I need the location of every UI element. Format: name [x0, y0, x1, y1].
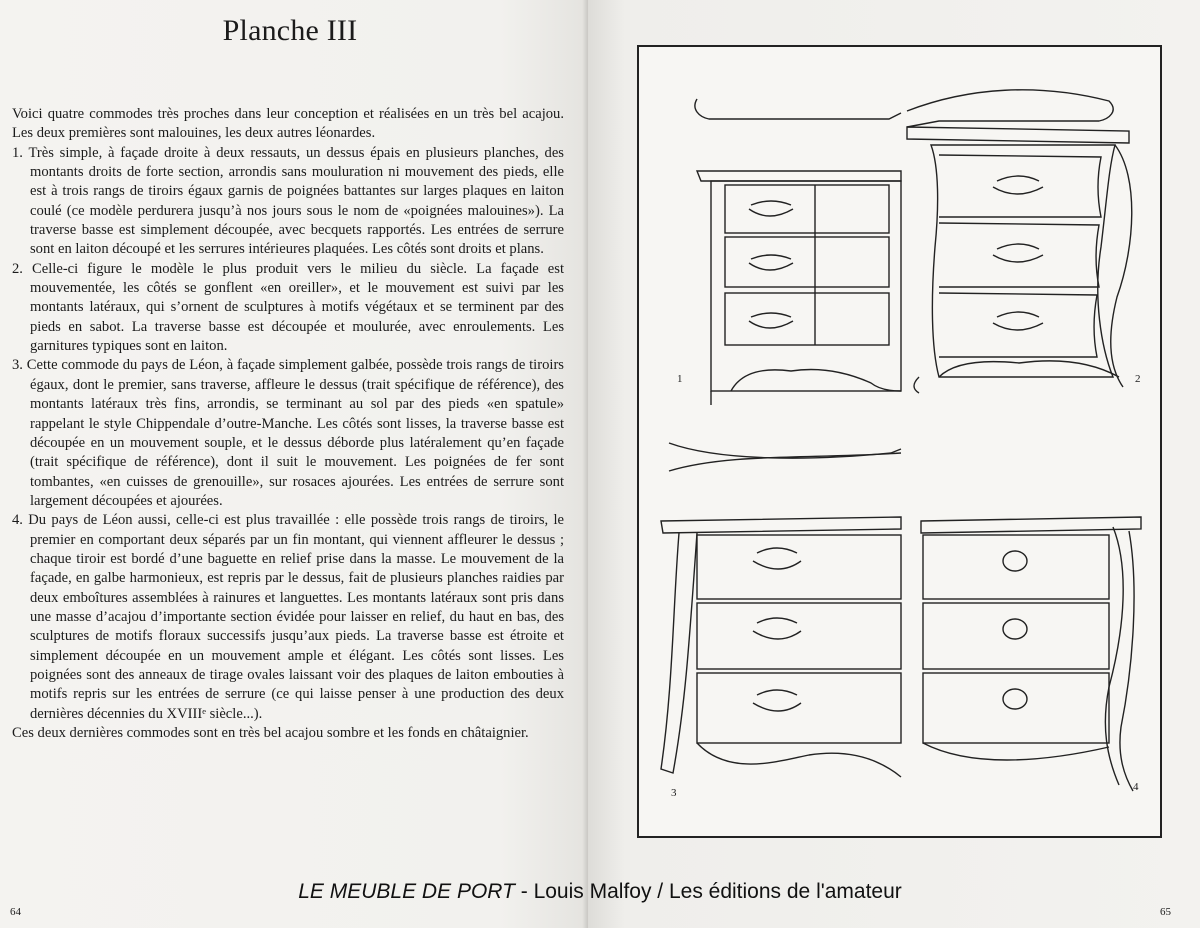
- page-title: Planche III: [222, 14, 358, 47]
- image-caption: [0, 880, 1200, 904]
- item-4-paragraph: 4. Du pays de Léon aussi, celle-ci est plus travaillée : elle possède trois rangs de tiroirs, le premier en comportant deux séparés par un fin montant, qui viennent affleurer le dessus ; chaque tiroir est bordé d’une baguette en relief prise dans la masse. Le mouvement de la façade, en galbe harmonieux, est repris par le dessus, fait de plusieurs planches raidies par deux emboîtures assemblées à rainures et languettes. Les montants latéraux sont pris dans une masse d’acajou d’importante section évidée pour laisser en relief, du haut en bas, des sculptures de motifs floraux successifs jusqu’aux pieds. La traverse basse est étroite et simplement découpée en un mouvement ample et élégant. Les côtés sont lisses. Les poignées sont des anneaux de tirage ovales laissant voir des plaques de laiton embouties à motifs repris sur les entrées de serrure (ce qui laisse penser à une production des deux dernières décennies du XVIIIᵉ siècle...).: [12, 512, 564, 722]
- item-3-paragraph: 3. Cette commode du pays de Léon, à façade simplement galbée, possède trois rangs de tiroirs égaux, dont le premier, sans traverse, affleure le dessus (trait spécifique de référence), des montants latéraux très fins, arrondis, se terminant au sol par des pieds «en spatule» rappelant le style Chippendale d’outre-Manche. Les côtés sont lisses, la traverse basse est découpée en un mouvement souple, et le dessus déborde plus latéralement qu’en façade (trait spécifique de référence), dont il suit le mouvement. Les poignées de fer sont tombantes, «en cuisses de grenouille», sur rosaces ajourées. Les entrées de serrure sont largement découpées et ajourées.: [12, 357, 564, 509]
- plate-illustration-frame: [637, 45, 1162, 838]
- commode-3-drawing: [661, 443, 901, 777]
- intro-paragraph: Voici quatre commodes très proches dans leur conception et réalisées en un très bel acajou. Les deux premières sont malouines, les deux autres léonardes.: [12, 106, 564, 142]
- item-1-paragraph: 1. Très simple, à façade droite à deux ressauts, un dessus épais en plusieurs planches, des montants droits de forte section, arrondis sans mouluration ni mouvement des pieds, elle est à trois rangs de tiroirs égaux garnis de poignées battantes sur larges plaques en laiton coulé (ce modèle perdurera jusqu’à nos jours sous le nom de «poignées malouines»). La traverse basse est simplement découpée, avec becquets rapportés. Les entrées de serrure sont en laiton découpé et les serrures intérieures plaquées. Les côtés sont droits et plans.: [12, 144, 564, 258]
- page-number-right: 65: [1160, 906, 1171, 918]
- commodes-line-drawing: [639, 47, 1160, 836]
- left-page: [0, 0, 588, 928]
- item-2-paragraph: 2. Celle-ci figure le modèle le plus produit vers le milieu du siècle. La façade est mouvementée, les côtés se gonflent «en oreiller», et le mouvement est suivi par les montants latéraux, qui s’ornent de sculptures à motifs végétaux et se terminent par des pieds en sabot. La traverse basse est découpée et moulurée, avec enroulements. Les garnitures typiques sont en laiton.: [12, 260, 564, 355]
- commode-1-drawing: [695, 99, 901, 405]
- commode-4-drawing: [921, 517, 1141, 791]
- figure-label-2: 2: [1135, 373, 1141, 385]
- caption-credit: - Louis Malfoy / Les éditions de l'amateur: [514, 880, 902, 903]
- figure-label-4: 4: [1133, 781, 1139, 793]
- outro-paragraph: Ces deux dernières commodes sont en très bel acajou sombre et les fonds en châtaignier.: [12, 725, 529, 741]
- figure-label-1: 1: [677, 373, 683, 385]
- caption-book-title: LE MEUBLE DE PORT: [298, 880, 515, 903]
- commode-2-drawing: [907, 90, 1132, 393]
- figure-label-3: 3: [671, 787, 677, 799]
- page-number-left: 64: [10, 906, 21, 918]
- body-text: [12, 105, 564, 743]
